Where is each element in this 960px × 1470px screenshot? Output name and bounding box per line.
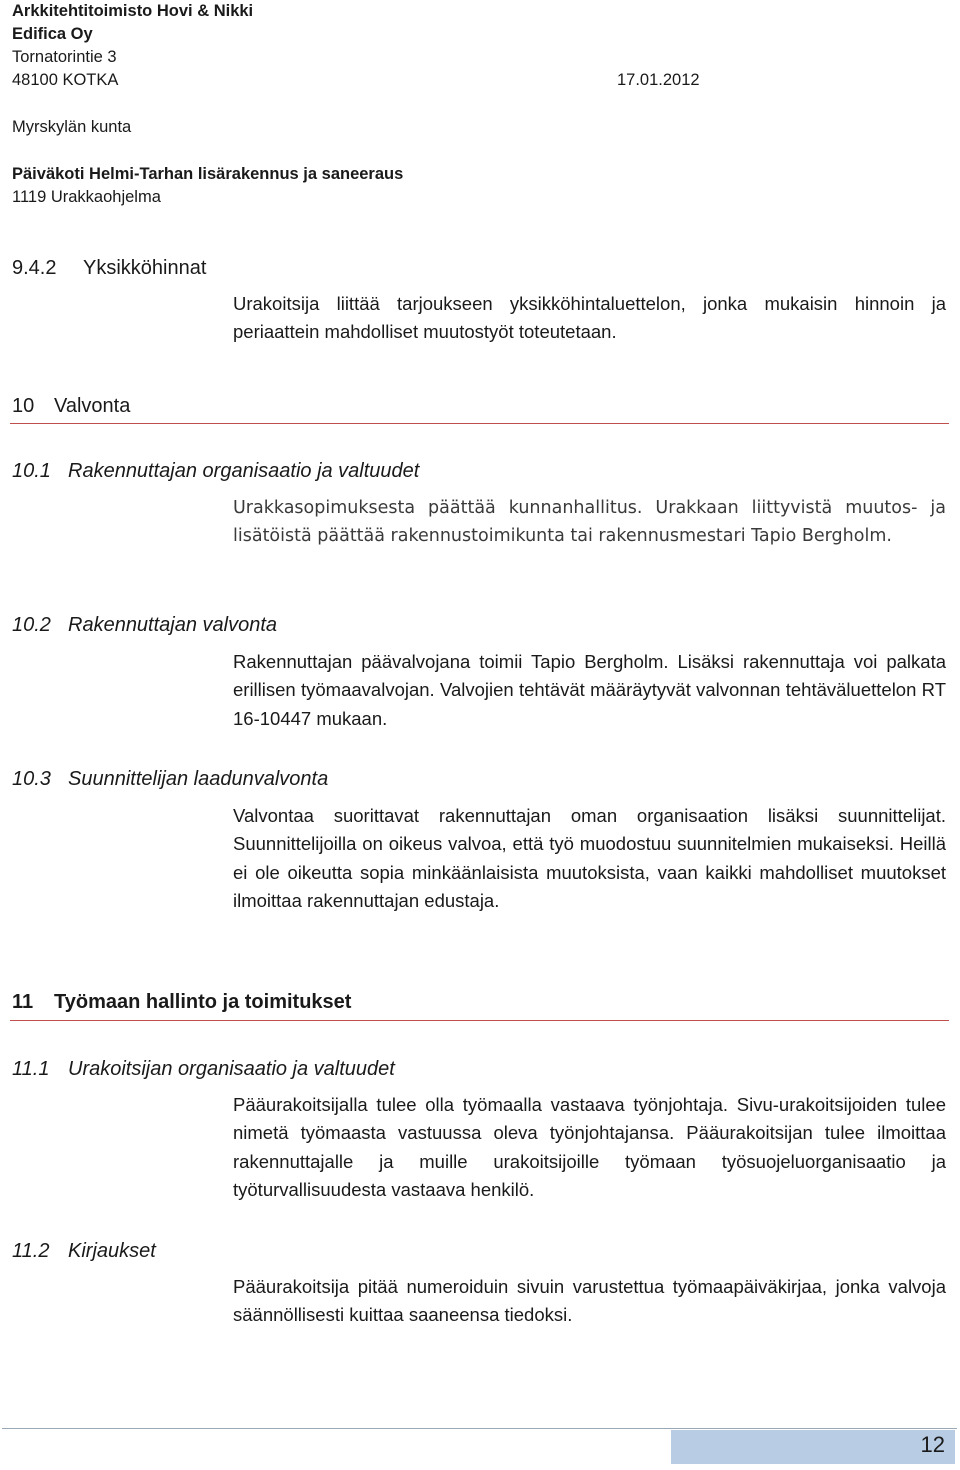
document-date: 17.01.2012 (617, 71, 700, 89)
client-name: Myrskylän kunta (12, 118, 132, 136)
subsection-title: Suunnittelijan laadunvalvonta (68, 768, 329, 790)
page-number: 12 (920, 1432, 945, 1457)
page-number-box (671, 1430, 955, 1464)
chapter-number: 10 (12, 395, 35, 417)
subsection-text: Valvontaa suorittavat rakennuttajan oman organisaation lisäksi suunnittelijat. Suunnittelijoilla on oikeus valvoa, että työ muodostuu suunnitelmien mukaiseksi. Heillä ei ole oikeutta sopia minkäänlaisista muutoksista, vaan kaikki mahdolliset muutokset ilmoittaa rakennuttajan edustaja. (233, 805, 946, 911)
document-name: 1119 Urakkaohjelma (12, 188, 161, 206)
subsection-text: Pääurakoitsijalla tulee olla työmaalla vastaava työnjohtaja. Sivu-urakoitsijoiden tulee nimetä työmaasta vastuussa oleva työnjohtajansa. Pääurakoitsijan tulee ilmoittaa rakennuttajalle ja muille urakoitsijoille työmaan työsuojeluorganisaatio ja työturvallisuudesta vastaava henkilö. (233, 1094, 946, 1200)
chapter-number: 11 (12, 991, 34, 1013)
section-text: Urakoitsija liittää tarjoukseen yksikköhintaluettelon, jonka mukaisin hinnoin ja periaattein mahdolliset muutostyöt toteutetaan. (233, 293, 946, 343)
subsection-number: 10.2 (12, 614, 51, 636)
company-name: Arkkitehtitoimisto Hovi & Nikki (12, 2, 254, 20)
subsection-number: 11.1 (12, 1058, 50, 1080)
chapter-title: Valvonta (54, 395, 131, 417)
subsection-text: Pääurakoitsija pitää numeroiduin sivuin varustettua työmaapäiväkirjaa, jonka valvoja säännöllisesti kuittaa saaneensa tiedoksi. (233, 1276, 946, 1326)
subsection-title: Urakoitsijan organisaatio ja valtuudet (68, 1058, 395, 1080)
footer-rule (2, 1428, 957, 1429)
subsection-text: Urakkasopimuksesta päättää kunnanhallitus. Urakkaan liittyvistä muutos- ja lisätöistä päättää rakennustoimikunta tai rakennusmestari Tapio Bergholm. (233, 498, 946, 547)
city-address: 48100 KOTKA (12, 71, 119, 89)
company-name-2: Edifica Oy (12, 25, 93, 43)
subsection-text: Rakennuttajan päävalvojana toimii Tapio Bergholm. Lisäksi rakennuttaja voi palkata erillisen työmaavalvojan. Valvojien tehtävät määräytyvät valvonnan tehtäväluettelon RT 16-10447 mukaan. (233, 651, 946, 729)
subsection-number: 10.1 (12, 460, 51, 482)
project-name: Päiväkoti Helmi-Tarhan lisärakennus ja saneeraus (12, 165, 404, 183)
subsection-number: 11.2 (12, 1240, 50, 1262)
chapter-rule (10, 1020, 949, 1021)
section-title: Yksikköhinnat (83, 257, 207, 279)
chapter-rule (10, 423, 949, 424)
street-address: Tornatorintie 3 (12, 48, 117, 66)
subsection-number: 10.3 (12, 768, 51, 790)
subsection-title: Kirjaukset (68, 1240, 156, 1262)
chapter-title: Työmaan hallinto ja toimitukset (54, 991, 352, 1013)
section-number: 9.4.2 (12, 257, 57, 279)
subsection-title: Rakennuttajan valvonta (68, 614, 278, 636)
subsection-title: Rakennuttajan organisaatio ja valtuudet (68, 460, 420, 482)
